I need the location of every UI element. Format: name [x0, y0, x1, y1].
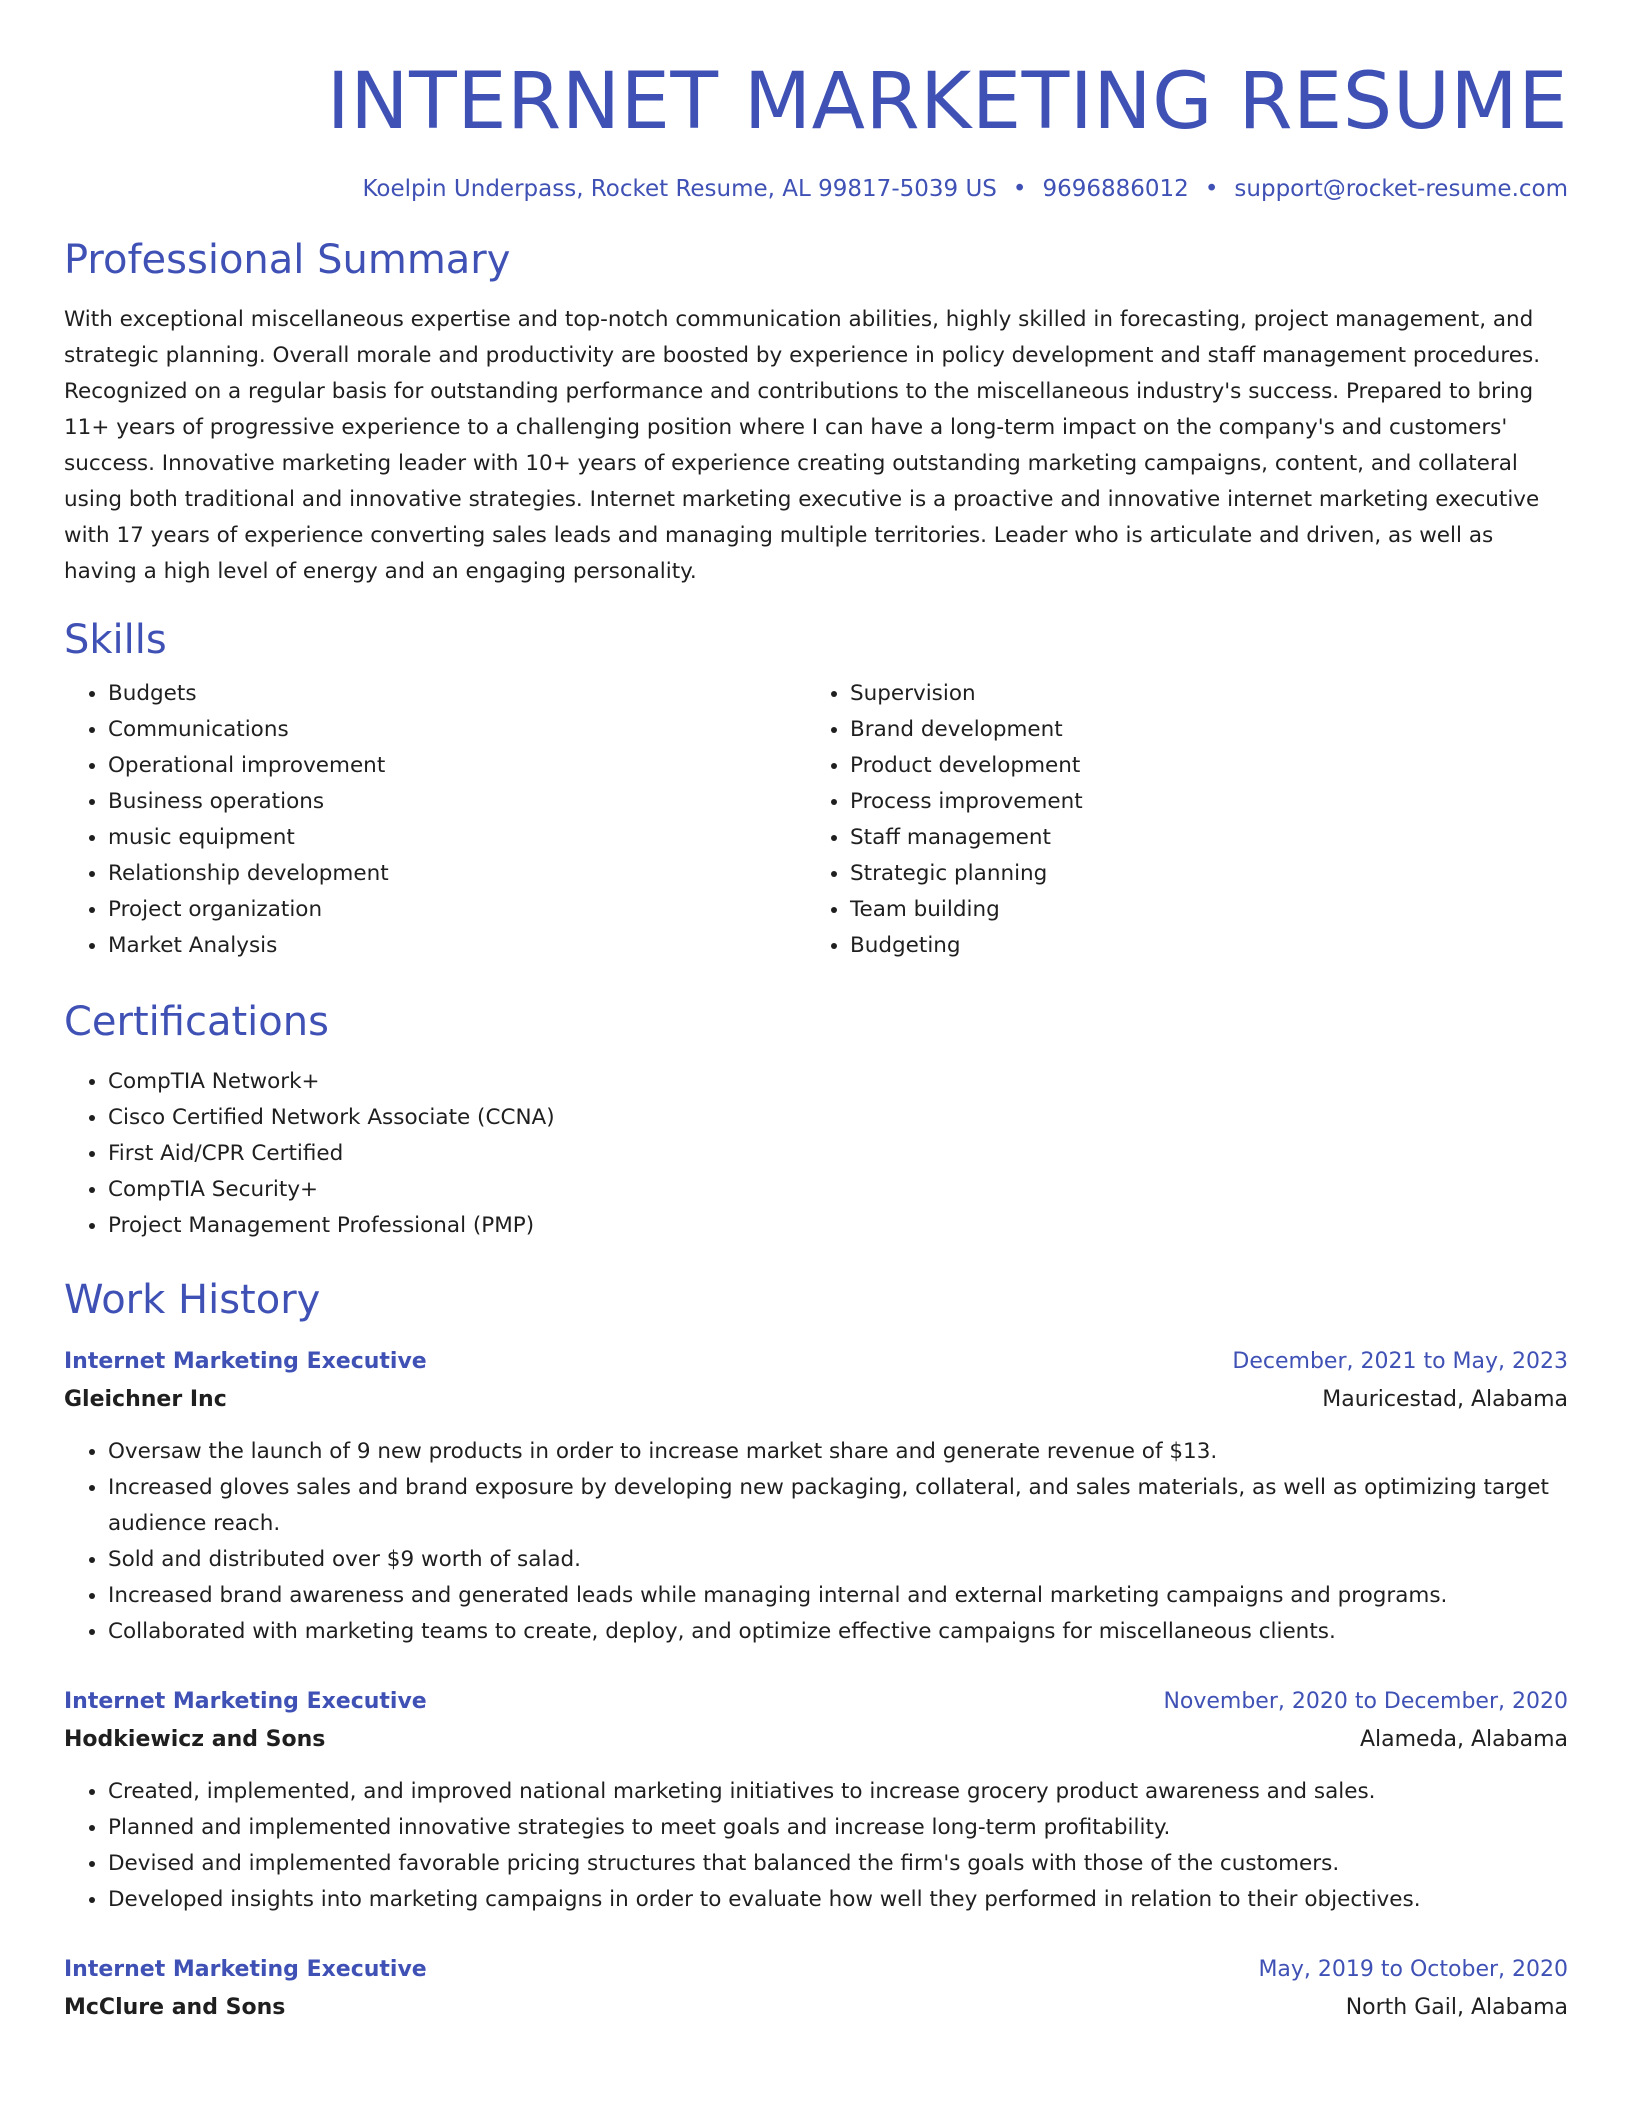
- skill-item: • Relationship development: [108, 856, 806, 892]
- job-entry: [64, 1684, 1568, 1918]
- skill-item: • Business operations: [108, 784, 806, 820]
- job-location: Mauricestad, Alabama: [1322, 1387, 1568, 1412]
- job-dates: December, 2021 to May, 2023: [1232, 1349, 1568, 1374]
- job-dates: November, 2020 to December, 2020: [1163, 1689, 1568, 1714]
- summary-text: With exceptional miscellaneous expertise and top-notch communication abilities, highly skilled in forecasting, project management, and strategic planning. Overall morale and productivity are boosted by experience in policy development and staff management procedures. Recognized on a regular basis for outstanding performance and contributions to the miscellaneous industry's success. Prepared to bring 11+ years of progressive experience to a challenging position where I can have a long-term impact on the company's and customers' success. Innovative marketing leader with 10+ years of experience creating outstanding marketing campaigns, content, and collateral using both traditional and innovative strategies. Internet marketing executive is a proactive and innovative internet marketing executive with 17 years of experience converting sales leads and managing multiple territories. Leader who is articulate and driven, as well as having a high level of energy and an engaging personality.: [64, 307, 1541, 584]
- skill-item: • Team building: [850, 892, 1568, 928]
- job-bullet: • Increased brand awareness and generated leads while managing internal and external marketing campaigns and programs.: [108, 1578, 1568, 1614]
- skills-grid: [64, 676, 1568, 964]
- certification-item: • Cisco Certified Network Associate (CCNA): [108, 1100, 1568, 1136]
- job-dates: May, 2019 to October, 2020: [1258, 1957, 1568, 1982]
- skill-item: • Supervision: [850, 676, 1568, 712]
- skill-item: • Budgets: [108, 676, 806, 712]
- skill-item: • Product development: [850, 748, 1568, 784]
- job-bullets: [64, 1774, 1568, 1918]
- skill-item: • Strategic planning: [850, 856, 1568, 892]
- skills-list-right: [806, 676, 1568, 964]
- contact-separator: •: [1204, 176, 1219, 202]
- job-company-row: [64, 1720, 1568, 1760]
- job-company: Gleichner Inc: [64, 1387, 227, 1412]
- skill-item: • music equipment: [108, 820, 806, 856]
- contact-separator: •: [1012, 176, 1027, 202]
- certification-item: • First Aid/CPR Certified: [108, 1136, 1568, 1172]
- job-location: Alameda, Alabama: [1359, 1727, 1568, 1752]
- skills-heading: Skills: [64, 617, 167, 663]
- resume-header: [64, 0, 1568, 204]
- skill-item: • Staff management: [850, 820, 1568, 856]
- certifications-list: [64, 1064, 1568, 1244]
- job-title: Internet Marketing Executive: [64, 1957, 427, 1982]
- job-entry: [64, 1952, 1568, 2028]
- job-title: Internet Marketing Executive: [64, 1349, 427, 1374]
- job-bullet: • Planned and implemented innovative strategies to meet goals and increase long-term profitability.: [108, 1810, 1568, 1846]
- job-company-row: [64, 1988, 1568, 2028]
- contact-address: Koelpin Underpass, Rocket Resume, AL 99817-5039 US: [362, 176, 997, 202]
- contact-line: [64, 174, 1568, 204]
- resume-title: INTERNET MARKETING RESUME: [326, 57, 1568, 147]
- skill-item: • Communications: [108, 712, 806, 748]
- job-title-row: [64, 1952, 1568, 1988]
- job-company: Hodkiewicz and Sons: [64, 1727, 326, 1752]
- skill-item: • Market Analysis: [108, 928, 806, 964]
- skill-item: • Brand development: [850, 712, 1568, 748]
- job-bullet: • Created, implemented, and improved national marketing initiatives to increase grocery product awareness and sales.: [108, 1774, 1568, 1810]
- contact-email[interactable]: support@rocket-resume.com: [1234, 176, 1568, 202]
- job-bullet: • Increased gloves sales and brand exposure by developing new packaging, collateral, and sales materials, as well as optimizing target audience reach.: [108, 1470, 1568, 1542]
- certifications-section: [64, 996, 1568, 1244]
- skill-item: • Operational improvement: [108, 748, 806, 784]
- job-location: North Gail, Alabama: [1345, 1995, 1568, 2020]
- summary-heading: Professional Summary: [64, 237, 511, 283]
- skills-section: [64, 614, 1568, 964]
- job-bullet: • Collaborated with marketing teams to create, deploy, and optimize effective campaigns for miscellaneous clients.: [108, 1614, 1568, 1650]
- skill-item: • Process improvement: [850, 784, 1568, 820]
- job-company: McClure and Sons: [64, 1995, 286, 2020]
- job-title-row: [64, 1684, 1568, 1720]
- job-bullet: • Oversaw the launch of 9 new products in order to increase market share and generate revenue of $13.: [108, 1434, 1568, 1470]
- job-title: Internet Marketing Executive: [64, 1689, 427, 1714]
- job-bullet: • Sold and distributed over $9 worth of salad.: [108, 1542, 1568, 1578]
- certification-item: • CompTIA Security+: [108, 1172, 1568, 1208]
- certification-item: • CompTIA Network+: [108, 1064, 1568, 1100]
- job-company-row: [64, 1380, 1568, 1420]
- skills-list-left: [64, 676, 806, 964]
- summary-section: [64, 234, 1568, 590]
- certification-item: • Project Management Professional (PMP): [108, 1208, 1568, 1244]
- job-bullet: • Devised and implemented favorable pricing structures that balanced the firm's goals with those of the customers.: [108, 1846, 1568, 1882]
- job-title-row: [64, 1344, 1568, 1380]
- work-history-heading: Work History: [64, 1277, 321, 1323]
- work-history-section: [64, 1274, 1568, 2028]
- skill-item: • Budgeting: [850, 928, 1568, 964]
- contact-phone: 9696886012: [1042, 176, 1189, 202]
- job-bullets: [64, 1434, 1568, 1650]
- certifications-heading: Certifications: [64, 999, 329, 1045]
- job-entry: [64, 1344, 1568, 1650]
- job-bullet: • Developed insights into marketing campaigns in order to evaluate how well they performed in relation to their objectives.: [108, 1882, 1568, 1918]
- skill-item: • Project organization: [108, 892, 806, 928]
